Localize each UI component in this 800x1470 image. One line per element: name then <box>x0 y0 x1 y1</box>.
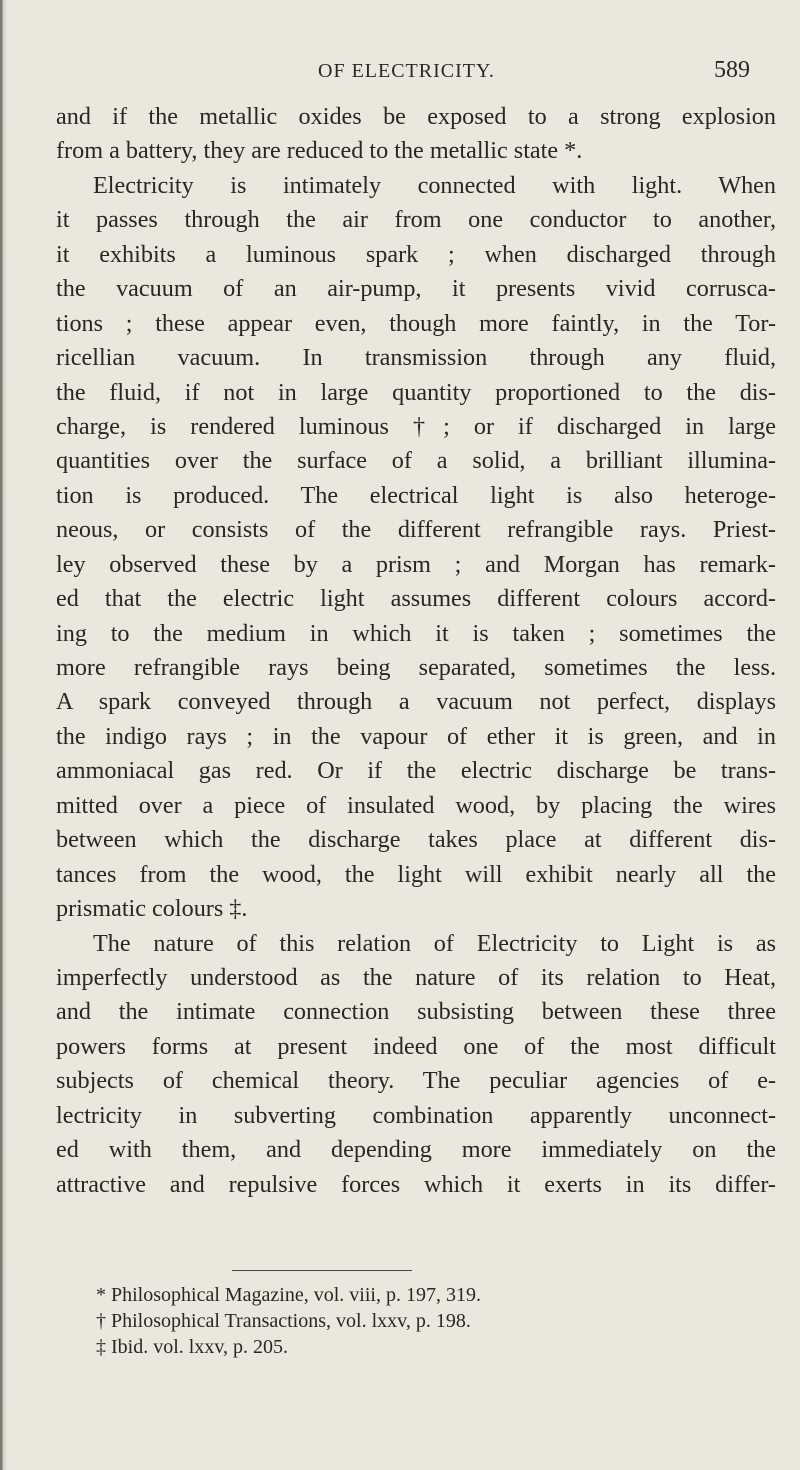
text-line: ing to the medium in which it is taken ; sometimes the <box>56 619 776 647</box>
text-line: tances from the wood, the light will exhibit nearly all the <box>56 860 776 888</box>
text-line: between which the discharge takes place at different dis- <box>56 826 776 854</box>
text-line: the vacuum of an air-pump, it presents vivid corrusca- <box>56 275 776 303</box>
text-line: the indigo rays ; in the vapour of ether it is green, and in <box>56 722 776 750</box>
text-line: mitted over a piece of insulated wood, by placing the wires <box>56 791 776 819</box>
text-line: ricellian vacuum. In transmission through any fluid, <box>56 344 776 372</box>
footnote: † Philosophical Transactions, vol. lxxv, p. 198. <box>96 1310 471 1332</box>
text-line: ley observed these by a prism ; and Morgan has remark- <box>56 550 776 578</box>
text-line: charge, is rendered luminous †; or if discharged in large <box>56 412 776 440</box>
page-header <box>0 57 800 100</box>
text-line: and the intimate connection subsisting between these three <box>56 998 776 1026</box>
text-line: powers forms at present indeed one of the most difficult <box>56 1032 776 1060</box>
text-line: The nature of this relation of Electricity to Light is as <box>93 929 776 957</box>
footnote: ‡ Ibid. vol. lxxv, p. 205. <box>96 1336 289 1358</box>
text-line: ammoniacal gas red. Or if the electric discharge be trans- <box>56 757 776 785</box>
text-line: imperfectly understood as the nature of its relation to Heat, <box>56 963 776 991</box>
text-line: lectricity in subverting combination apparently unconnect- <box>56 1101 776 1129</box>
text-line: ed with them, and depending more immediately on the <box>56 1136 776 1164</box>
text-line: subjects of chemical theory. The peculiar agencies of e- <box>56 1067 776 1095</box>
page-number: 589 <box>714 57 750 83</box>
footnotes <box>96 1282 776 1360</box>
footnote: * Philosophical Magazine, vol. viii, p. 197, 319. <box>96 1284 481 1306</box>
text-line: attractive and repulsive forces which it exerts in its differ- <box>56 1170 776 1198</box>
text-line: the fluid, if not in large quantity proportioned to the dis- <box>56 378 776 406</box>
text-line: it passes through the air from one conductor to another, <box>56 206 776 234</box>
text-line: more refrangible rays being separated, sometimes the less. <box>56 654 776 681</box>
text-line: Electricity is intimately connected with light. When <box>93 171 776 199</box>
text-line: A spark conveyed through a vacuum not perfect, displays <box>56 688 776 716</box>
footnote-divider <box>232 1270 412 1271</box>
text-line: ed that the electric light assumes different colours accord- <box>56 585 776 613</box>
page-binding-edge <box>0 0 7 1470</box>
text-line: and if the metallic oxides be exposed to a strong explosion <box>56 103 776 130</box>
body-text <box>56 100 776 1202</box>
text-line: it exhibits a luminous spark ; when discharged through <box>56 240 776 268</box>
running-head: OF ELECTRICITY. <box>318 60 495 82</box>
text-line: tion is produced. The electrical light is also heteroge- <box>56 481 776 509</box>
text-line: prismatic colours ‡. <box>56 895 248 923</box>
text-line: quantities over the surface of a solid, a brilliant illumina- <box>56 447 776 475</box>
text-line: neous, or consists of the different refrangible rays. Priest- <box>56 516 776 544</box>
text-line: from a battery, they are reduced to the metallic state *. <box>56 137 583 165</box>
text-line: tions ; these appear even, though more faintly, in the Tor- <box>56 309 776 337</box>
